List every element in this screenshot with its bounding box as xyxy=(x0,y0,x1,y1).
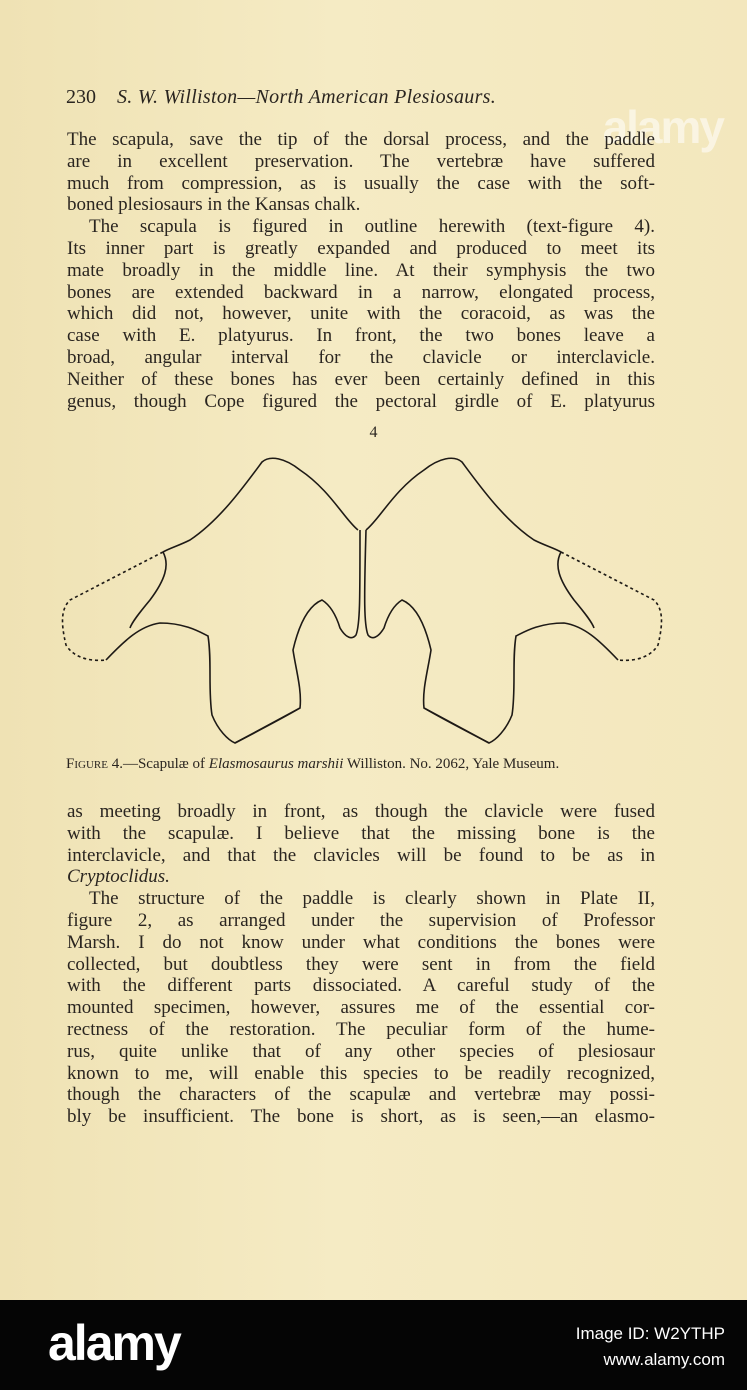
text-line: collected, but doubtless they were sent in from the field xyxy=(67,953,655,975)
figure-number: 4 xyxy=(369,424,378,441)
text-line: known to me, will enable this species to be readily recognized, xyxy=(67,1062,655,1084)
running-title: S. W. Williston—North American Plesiosaurs. xyxy=(117,86,497,108)
text-line: bones are extended backward in a narrow, elongated process, xyxy=(67,281,655,303)
watermark-bar xyxy=(0,1300,747,1390)
paragraph-block-1 xyxy=(67,129,655,412)
right-dorsal-dotted xyxy=(561,552,661,660)
left-scapula-outline xyxy=(106,458,360,743)
watermark-url: www.alamy.com xyxy=(603,1350,725,1369)
text-line: mate broadly in the middle line. At their symphysis the two xyxy=(67,259,655,281)
figure-caption xyxy=(66,756,656,773)
text-line: broad, angular interval for the clavicle or interclavicle. xyxy=(67,346,655,368)
text-line: Its inner part is greatly expanded and produced to meet its xyxy=(67,237,655,259)
text-line: Marsh. I do not know under what conditions the bones were xyxy=(67,931,655,953)
text-line: case with E. platyurus. In front, the two bones leave a xyxy=(67,325,655,347)
text-line: much from compression, as is usually the case with the soft- xyxy=(67,172,655,194)
text-line: as meeting broadly in front, as though the clavicle were fused xyxy=(67,801,655,822)
text-line: Cryptoclidus. xyxy=(67,866,170,888)
right-scapula-outline xyxy=(365,458,618,743)
text-line: are in excellent preservation. The vertebræ have suffered xyxy=(67,150,655,172)
scapulae-outline-figure xyxy=(0,440,747,750)
text-line: with the different parts dissociated. A careful study of the xyxy=(67,975,655,997)
text-line: rectness of the restoration. The peculiar form of the hume- xyxy=(67,1018,655,1040)
page-number: 230 xyxy=(66,86,96,108)
text-line: rus, quite unlike that of any other species of plesiosaur xyxy=(67,1040,655,1062)
text-line: which did not, however, unite with the coracoid, as was the xyxy=(67,303,655,325)
caption-text: —Scapulæ of xyxy=(122,756,209,772)
text-line: The scapula is figured in outline herewith (text-figure 4). xyxy=(89,216,655,238)
text-line: The structure of the paddle is clearly shown in Plate II, xyxy=(89,888,655,910)
text-line: with the scapulæ. I believe that the missing bone is the xyxy=(67,822,655,844)
paragraph-block-2 xyxy=(67,801,655,1128)
text-line: boned plesiosaurs in the Kansas chalk. xyxy=(67,194,361,216)
left-dorsal-dotted xyxy=(63,552,163,660)
caption-species: Elasmosaurus marshii xyxy=(208,756,344,772)
running-header xyxy=(66,86,496,109)
caption-label: Figure 4. xyxy=(66,756,123,772)
left-glenoid-line xyxy=(235,708,300,743)
text-line: though the characters of the scapulæ and vertebræ may possi- xyxy=(67,1084,655,1106)
right-glenoid-line xyxy=(424,708,489,743)
watermark-logo: alamy xyxy=(602,101,723,153)
text-line: bly be insufficient. The bone is short, as is seen,—an elasmo- xyxy=(67,1106,655,1128)
caption-text: Williston. No. 2062, Yale Museum. xyxy=(343,756,560,772)
text-line: interclavicle, and that the clavicles will be found to be as in xyxy=(67,844,655,866)
text-line: The scapula, save the tip of the dorsal process, and the paddle xyxy=(67,129,655,150)
text-line: Neither of these bones has ever been certainly defined in this xyxy=(67,368,655,390)
text-line: figure 2, as arranged under the supervision of Professor xyxy=(67,909,655,931)
alamy-logo: alamy xyxy=(48,1315,180,1371)
image-id: Image ID: W2YTHP xyxy=(575,1324,725,1343)
text-line: genus, though Cope figured the pectoral girdle of E. platyurus xyxy=(67,390,655,412)
text-line: mounted specimen, however, assures me of the essential cor- xyxy=(67,997,655,1019)
